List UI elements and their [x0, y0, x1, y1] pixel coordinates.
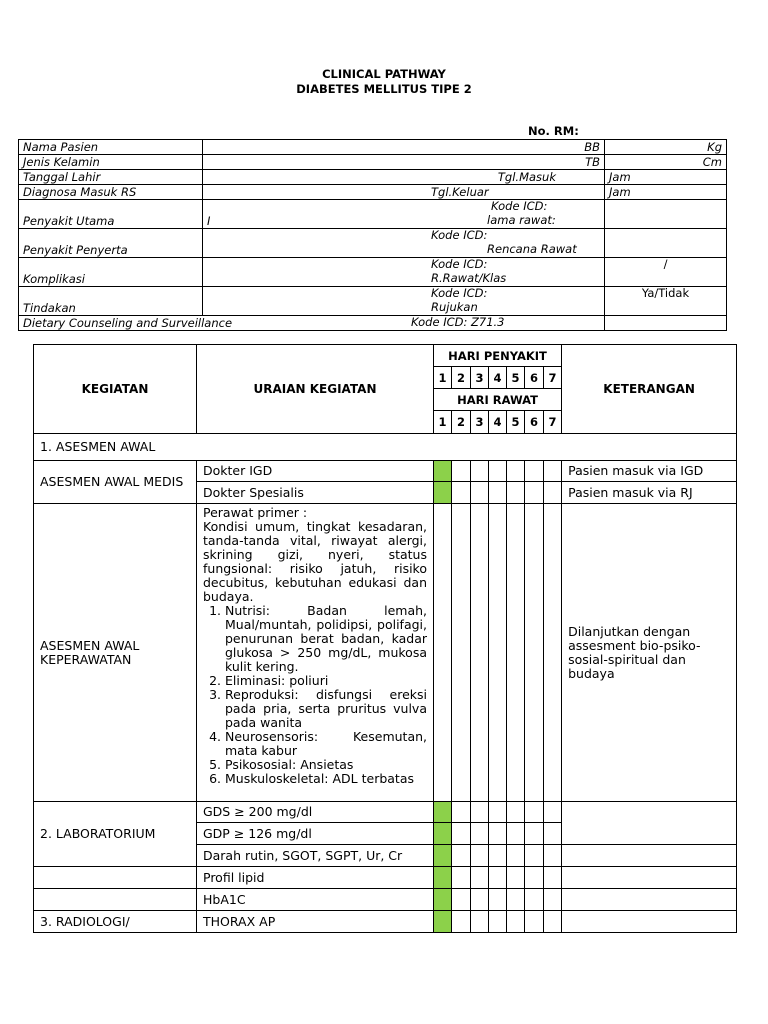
rencana-rawat-value — [605, 229, 727, 258]
komplikasi-cell — [203, 258, 605, 287]
kg-label: Kg — [605, 140, 727, 155]
keperawatan-list — [203, 604, 427, 786]
bb-label: BB — [203, 140, 605, 155]
darah-rutin-item: Darah rutin, SGOT, SGPT, Ur, Cr — [197, 845, 434, 867]
list-item: 2. Eliminasi: poliuri — [225, 674, 427, 688]
diagnosa-label: Diagnosa Masuk RS — [19, 185, 203, 200]
kode-icd-label-4: Kode ICD: — [431, 286, 488, 300]
perawat-primer: Perawat primer : — [203, 505, 308, 520]
hp-day-5: 5 — [507, 367, 525, 389]
tindakan-label: Tindakan — [19, 287, 203, 316]
radiologi-label: 3. RADIOLOGI/ — [34, 911, 197, 933]
gds-item: GDS ≥ 200 mg/dl — [197, 802, 434, 823]
kode-icd-label-3: Kode ICD: — [431, 257, 488, 271]
kode-icd-z713: Kode ICD: Z71.3 — [411, 315, 505, 329]
day-marker — [434, 845, 452, 867]
hr-day-7: 7 — [544, 411, 562, 434]
day-marker — [434, 461, 452, 482]
hba1c-item: HbA1C — [197, 889, 434, 911]
dokter-igd: Dokter IGD — [197, 461, 434, 482]
tb-label: TB — [203, 155, 605, 170]
lama-rawat-value — [605, 200, 727, 229]
day-marker — [434, 889, 452, 911]
jenis-kelamin-label: Jenis Kelamin — [19, 155, 203, 170]
cm-label: Cm — [605, 155, 727, 170]
tgl-masuk-label: Tgl.Masuk — [203, 170, 605, 185]
list-item: 1. Nutrisi: Badan lemah, Mual/muntah, polidipsi, polifagi, penurunan berat badan, kadar glukosa > 250 mg/dL, mukosa kulit kering. — [225, 604, 427, 674]
ket-igd: Pasien masuk via IGD — [562, 461, 737, 482]
tanggal-lahir-label: Tanggal Lahir — [19, 170, 203, 185]
day-marker — [434, 482, 452, 504]
ket-keperawatan: Dilanjutkan dengan assesment bio-psiko-sosial-spiritual dan budaya — [562, 504, 737, 802]
profil-lipid-item: Profil lipid — [197, 867, 434, 889]
uraian-header: URAIAN KEGIATAN — [197, 345, 434, 434]
penyakit-penyerta-label: Penyakit Penyerta — [19, 229, 203, 258]
hp-day-7: 7 — [544, 367, 562, 389]
ya-tidak-label: Ya/Tidak — [605, 287, 727, 316]
hr-day-5: 5 — [507, 411, 525, 434]
hr-day-2: 2 — [452, 411, 471, 434]
hp-day-4: 4 — [489, 367, 507, 389]
no-rm-label: No. RM: — [528, 124, 579, 138]
list-item: 3. Reproduksi: disfungsi ereksi pada pria, serta pruritus vulva pada wanita — [225, 688, 427, 730]
list-item: 5. Psikososial: Ansietas — [225, 758, 427, 772]
jam-label: Jam — [605, 170, 727, 185]
asesmen-keperawatan-label: ASESMEN AWAL KEPERAWATAN — [34, 504, 197, 802]
hr-day-6: 6 — [525, 411, 544, 434]
page-subtitle: DIABETES MELLITUS TIPE 2 — [296, 82, 472, 96]
day-marker — [434, 802, 452, 823]
hari-rawat-header: HARI RAWAT — [434, 389, 562, 411]
asesmen-awal-section: 1. ASESMEN AWAL — [34, 434, 737, 461]
keperawatan-uraian — [197, 504, 434, 802]
penyakit-utama-value: I — [207, 214, 211, 228]
asesmen-medis-label: ASESMEN AWAL MEDIS — [34, 461, 197, 504]
day-marker — [434, 867, 452, 889]
penyakit-utama-cell — [203, 200, 605, 229]
hp-day-1: 1 — [434, 367, 452, 389]
thorax-item: THORAX AP — [197, 911, 434, 933]
hr-day-1: 1 — [434, 411, 452, 434]
hr-day-4: 4 — [489, 411, 507, 434]
penyakit-penyerta-cell — [203, 229, 605, 258]
day-marker — [434, 823, 452, 845]
keterangan-header: KETERANGAN — [562, 345, 737, 434]
gdp-item: GDP ≥ 126 mg/dl — [197, 823, 434, 845]
kode-icd-label-2: Kode ICD: — [431, 228, 488, 242]
laboratorium-label: 2. LABORATORIUM — [34, 802, 197, 867]
tgl-keluar-label: Tgl.Keluar — [203, 185, 605, 200]
list-item: 4. Neurosensoris: Kesemutan, mata kabur — [225, 730, 427, 758]
jam-label-2: Jam — [605, 185, 727, 200]
activity-table — [33, 344, 737, 933]
kondisi-text: Kondisi umum, tingkat kesadaran, tanda-tanda vital, riwayat alergi, skrining gizi, nyeri, status fungsional: risiko jatuh, risiko decubitus, kebutuhan edukasi dan budaya. — [203, 519, 427, 604]
lama-rawat-label: lama rawat: — [487, 213, 556, 227]
dokter-spesialis: Dokter Spesialis — [197, 482, 434, 504]
komplikasi-label: Komplikasi — [19, 258, 203, 287]
kode-icd-label: Kode ICD: — [491, 199, 548, 213]
tindakan-cell — [203, 287, 605, 316]
hp-day-6: 6 — [525, 367, 544, 389]
dietary-value — [605, 316, 727, 331]
kegiatan-header: KEGIATAN — [34, 345, 197, 434]
penyakit-utama-label: Penyakit Utama — [19, 200, 203, 229]
rujukan-label: Rujukan — [431, 300, 478, 314]
hr-day-3: 3 — [471, 411, 489, 434]
rencana-rawat-label: Rencana Rawat — [487, 242, 577, 256]
ket-rj: Pasien masuk via RJ — [562, 482, 737, 504]
klas-slash: / — [605, 258, 727, 287]
r-rawat-klas-label: R.Rawat/Klas — [431, 271, 507, 285]
list-item: 6. Muskuloskeletal: ADL terbatas — [225, 772, 427, 786]
patient-info-table — [18, 139, 727, 331]
dietary-label: Dietary Counseling and Surveillance — [23, 316, 233, 330]
hp-day-3: 3 — [471, 367, 489, 389]
hp-day-2: 2 — [452, 367, 471, 389]
day-marker — [434, 911, 452, 933]
dietary-row — [19, 316, 605, 331]
nama-label: Nama Pasien — [19, 140, 203, 155]
page-title: CLINICAL PATHWAY — [322, 67, 446, 81]
hari-penyakit-header: HARI PENYAKIT — [434, 345, 562, 367]
